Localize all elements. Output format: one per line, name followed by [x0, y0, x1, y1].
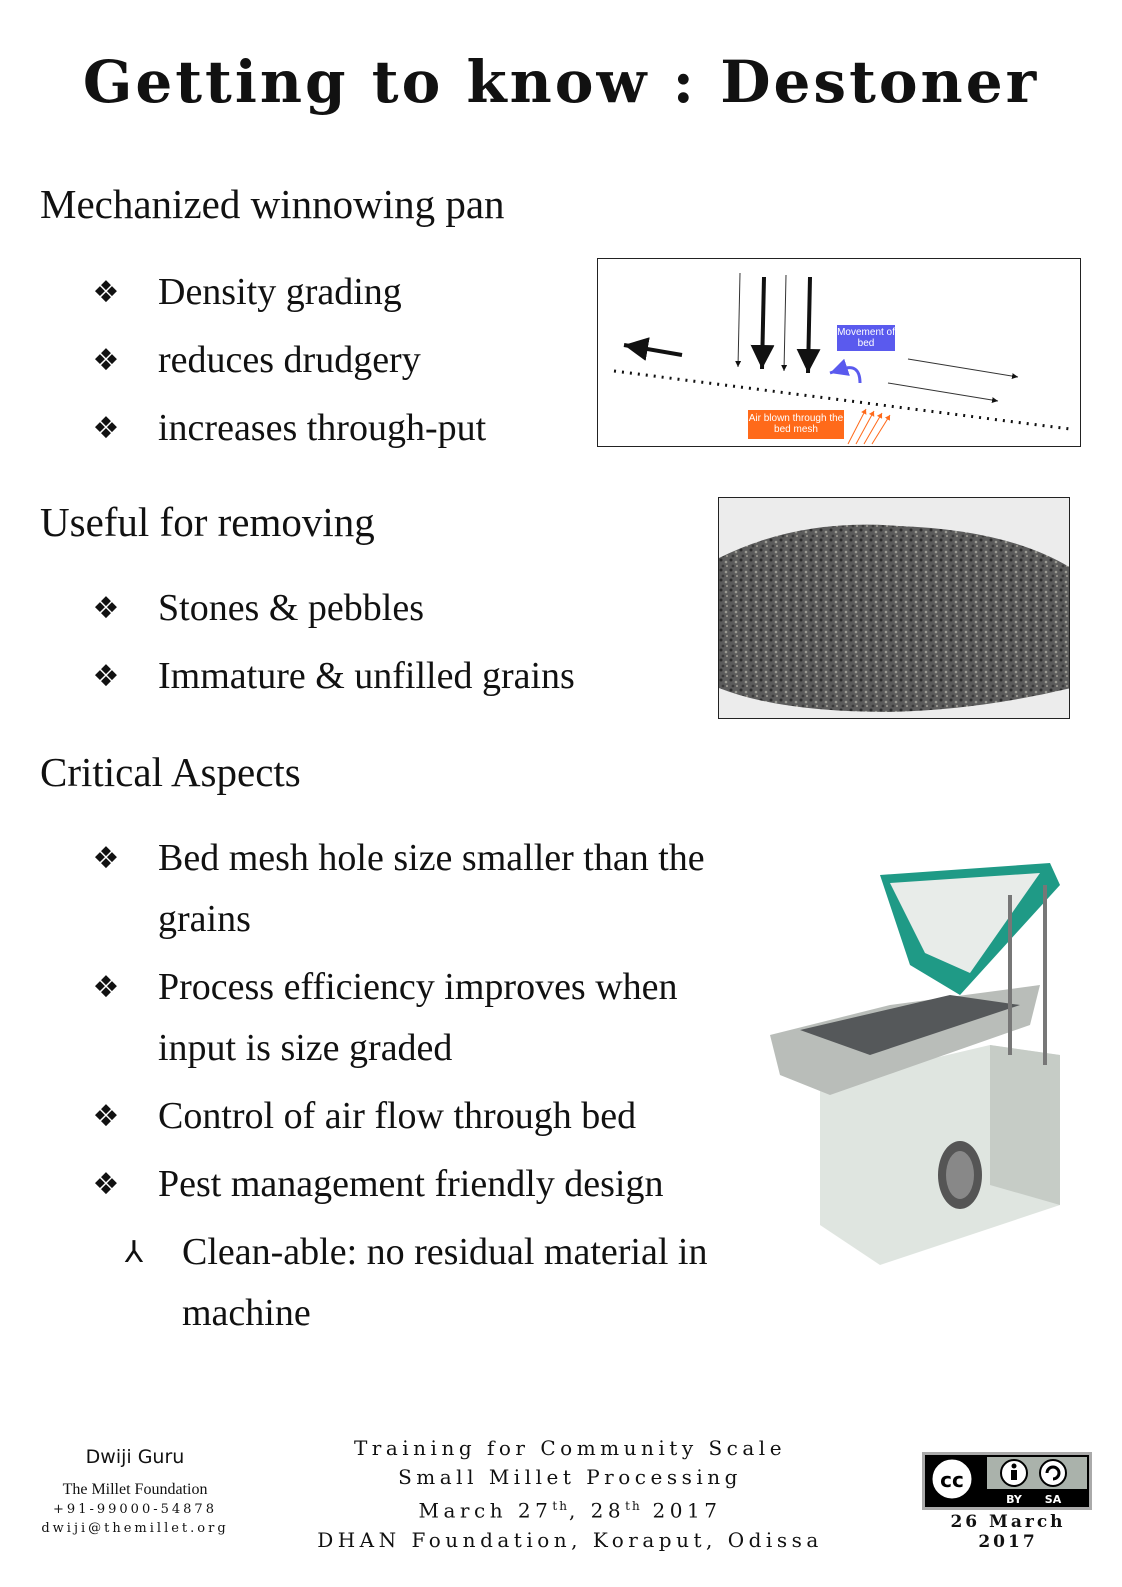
destoner-machine-image	[760, 855, 1070, 1275]
bullet-diamond-icon: ❖	[92, 1099, 120, 1134]
winnowing-diagram	[597, 258, 1081, 447]
list-item: ❖ Process efficiency improves when input is size graded	[88, 957, 728, 1079]
bullet-diamond-icon: ❖	[92, 841, 120, 876]
section-heading-winnowing: Mechanized winnowing pan	[40, 181, 505, 227]
list-item: ❖ Control of air flow through bed	[88, 1086, 728, 1147]
slide-date: 26 March 2017	[950, 1512, 1066, 1552]
bullet-diamond-icon: ❖	[92, 659, 120, 694]
bullet-diamond-icon: ❖	[92, 275, 120, 310]
page-title: Getting to know : Destoner	[82, 48, 1040, 116]
bullet-list-removing	[88, 578, 575, 714]
section-heading-removing: Useful for removing	[40, 499, 375, 545]
author-email: dwiji@themillet.org	[41, 1521, 229, 1536]
list-item: ❖ Stones & pebbles	[88, 578, 575, 639]
bullet-diamond-icon: ❖	[92, 970, 120, 1005]
list-item: ❖ reduces drudgery	[88, 330, 486, 391]
author-org: The Millet Foundation	[62, 1481, 208, 1498]
author-phone: +91-99000-54878	[53, 1502, 217, 1517]
stones-photo	[718, 497, 1070, 719]
event-line-2: Small Millet Processing	[398, 1465, 742, 1489]
section-heading-critical: Critical Aspects	[40, 749, 301, 795]
bullet-list-winnowing	[88, 262, 486, 466]
svg-text:cc: cc	[940, 1468, 964, 1492]
bullet-diamond-icon: ❖	[92, 411, 120, 446]
destoner-machine-photo	[760, 855, 1070, 1275]
footer-event-block	[250, 1434, 890, 1555]
bullet-diamond-icon: ❖	[92, 1167, 120, 1202]
event-line-1: Training for Community Scale	[353, 1436, 787, 1460]
air-label: Air blown through the bed mesh	[748, 410, 844, 439]
list-item: ❖ Bed mesh hole size smaller than the grains	[88, 828, 728, 950]
svg-text:SA: SA	[1044, 1493, 1062, 1506]
bullet-diamond-icon: ❖	[92, 343, 120, 378]
footer-author-block	[30, 1446, 240, 1538]
event-date: March 27th, 28th 2017	[418, 1498, 722, 1523]
cc-by-sa-icon	[925, 1455, 1089, 1507]
bullet-diamond-icon: ❖	[92, 591, 120, 626]
svg-text:BY: BY	[1006, 1493, 1022, 1506]
list-item: ❖ Density grading	[88, 262, 486, 323]
event-location: DHAN Foundation, Koraput, Odissa	[317, 1527, 823, 1552]
author-name: Dwiji Guru	[85, 1446, 185, 1468]
stones-image	[719, 498, 1070, 719]
cc-license-badge	[922, 1452, 1092, 1510]
list-item: ❖ increases through-put	[88, 398, 486, 459]
sub-list-item: ⅄ Clean-able: no residual material in machine	[112, 1222, 712, 1344]
movement-label: Movement of bed	[837, 327, 895, 349]
list-item: ❖ Immature & unfilled grains	[88, 646, 575, 707]
sub-bullet-arrow-icon: ⅄	[124, 1235, 144, 1270]
bullet-list-critical	[88, 828, 728, 1351]
list-item: ❖ Pest management friendly design	[88, 1154, 728, 1215]
